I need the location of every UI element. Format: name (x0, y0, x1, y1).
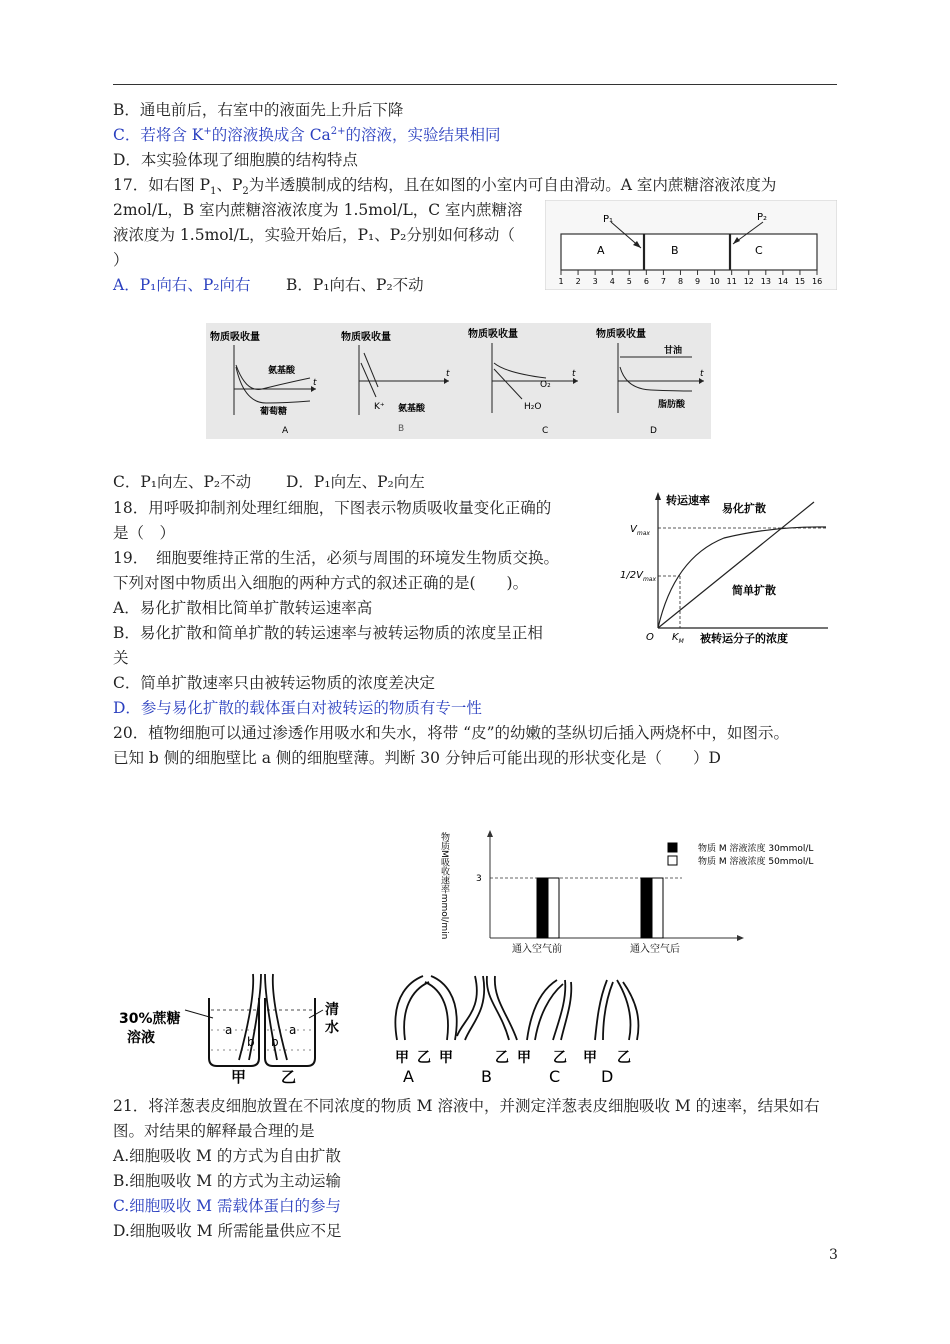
ruler-tick-label: 15 (794, 277, 806, 286)
solution-label-line2: 溶液 (127, 1030, 155, 1046)
panel-c-letter: C (542, 426, 549, 436)
q19-origin: O (646, 632, 654, 643)
svg-text:乙: 乙 (495, 1050, 509, 1066)
panel-a-letter: A (282, 426, 289, 436)
water-label-2: 水 (325, 1020, 339, 1036)
q21-category-before: 通入空气前 (512, 944, 562, 955)
chamber-diagram (545, 200, 837, 290)
page-number: 3 (829, 1247, 838, 1263)
panel-b-curve1: K⁺ (374, 402, 385, 412)
header-rule (113, 84, 837, 85)
q18-stem-line1: 18．用呼吸抑制剂处理红细胞，下图表示物质吸收量变化正确的 (113, 499, 552, 517)
bar-50mmol-before (548, 878, 559, 938)
q21-ytick-3: 3 (476, 874, 482, 884)
q17-option-a: A．P₁向右、P₂向右 (113, 276, 251, 294)
panel-c-ylabel: 物质吸收量 (468, 329, 518, 340)
q19-stem-line1: 19． 细胞要维持正常的生活，必须与周围的环境发生物质交换。 (113, 549, 559, 567)
beakers (185, 974, 323, 1066)
panel-a-curve2: 葡萄糖 (260, 407, 288, 417)
side-a-right: a (289, 1023, 297, 1037)
svg-text:乙: 乙 (417, 1050, 431, 1066)
beaker-jia-label: 甲 (231, 1068, 247, 1086)
panel-d-curve2: 脂肪酸 (658, 400, 686, 410)
q19-curve-simple: 简单扩散 (732, 584, 776, 597)
q19-stem-line2: 下列对图中物质出入细胞的两种方式的叙述正确的是( )。 (113, 574, 529, 592)
svg-text:甲: 甲 (583, 1050, 597, 1066)
q18-panel-a (210, 330, 317, 436)
ruler-tick-label: 7 (660, 277, 666, 286)
option-a-label: A (403, 1067, 414, 1086)
ruler-tick-label: 4 (609, 277, 615, 286)
panel-c-curve1: O₂ (540, 380, 551, 390)
ruler-tick-label: 6 (643, 277, 649, 286)
panel-b-letter: B (398, 424, 405, 434)
q21-bar-chart (436, 826, 866, 962)
q18-figure (206, 323, 711, 439)
q21-bars (537, 878, 663, 938)
panel-b-curve2: 氨基酸 (398, 404, 426, 414)
q21-stem-line1: 21．将洋葱表皮细胞放置在不同浓度的物质 M 溶液中，并测定洋葱表皮细胞吸收 M 的速率，结果如右 (113, 1097, 820, 1115)
solution-sucrose-label: 30%蔗糖 (119, 1011, 181, 1027)
panel-d-t: t (700, 369, 704, 379)
side-b-left: b (247, 1035, 255, 1049)
legend-swatch-30 (668, 843, 677, 852)
ruler-tick-label: 3 (592, 277, 598, 286)
q19-option-d: D．参与易化扩散的载体蛋白对被转运的物质有专一性 (113, 699, 482, 717)
panel-c-curve2: H₂O (524, 402, 542, 412)
ruler-tick-label: 16 (812, 277, 823, 286)
q18-panel-b (341, 330, 450, 434)
q21-stem-line2: 图。对结果的解释最合理的是 (113, 1122, 315, 1140)
ruler-tick-label: 13 (760, 277, 771, 286)
stem-option-b (457, 976, 517, 1040)
ruler-tick-label: 12 (743, 277, 754, 286)
q21-ylabel: 物质M吸收速率mmol/min (439, 832, 449, 940)
ruler-tick-label: 2 (575, 277, 581, 286)
q21-option-a: A.细胞吸收 M 的方式为自由扩散 (113, 1147, 341, 1165)
q17-option-d: D．P₁向左、P₂向左 (286, 473, 425, 491)
q16-option-c: C．若将含 K+的溶液换成含 $Ca^{2+}$的溶液，实验结果相同 (113, 125, 501, 144)
q18-panel-c (468, 327, 578, 436)
q21-option-b: B.细胞吸收 M 的方式为主动运输 (113, 1172, 342, 1190)
q18-stem-line2: 是（ ） (113, 524, 176, 542)
ruler-tick-label: 14 (777, 277, 789, 286)
bar-30mmol-after (641, 878, 652, 938)
q19-vmax: $V_{max}$ (630, 524, 650, 537)
bar-50mmol-after (652, 878, 663, 938)
q19-option-b-line2: 关 (113, 649, 129, 667)
q17-option-c: C．P₁向左、P₂不动 (113, 473, 252, 491)
q16-option-d: D．本实验体现了细胞膜的结构特点 (113, 151, 358, 169)
svg-text:乙: 乙 (553, 1050, 567, 1066)
chamber-b-label: B (671, 244, 679, 257)
svg-text:乙: 乙 (617, 1050, 631, 1066)
side-b-right: b (271, 1035, 279, 1049)
panel-d-curve1: 甘油 (664, 346, 683, 356)
side-a-left: a (225, 1023, 233, 1037)
legend-label-30: 物质 M 溶液浓度 30mmol/L (698, 844, 814, 854)
svg-text:甲: 甲 (439, 1050, 453, 1066)
stem-option-c (527, 980, 571, 1040)
chamber-c-label: C (755, 244, 763, 257)
p2-label: P₂ (757, 212, 768, 223)
q19-option-b-line1: B．易化扩散和简单扩散的转运速率与被转运物质的浓度呈正相 (113, 624, 543, 642)
stem-option-a (395, 976, 456, 1040)
q20-stem-line2: 已知 b 侧的细胞壁比 a 侧的细胞壁薄。判断 30 分钟后可能出现的形状变化是（ ）D (113, 749, 721, 767)
panel-a-ylabel: 物质吸收量 (210, 332, 260, 343)
q21-category-after: 通入空气后 (630, 944, 680, 955)
p1-label: P₁ (603, 214, 614, 225)
option-d-label: D (601, 1067, 614, 1086)
ruler-tick-label: 8 (677, 277, 684, 286)
panel-b-t: t (446, 369, 450, 379)
svg-text:甲: 甲 (395, 1050, 409, 1066)
q19-ylabel: 转运速率 (666, 494, 710, 507)
option-b-label: B (481, 1067, 492, 1086)
q18-panel-d (596, 327, 704, 436)
ruler-tick-label: 1 (558, 277, 564, 286)
q17-stem-line3: 液浓度为 1.5mol/L，实验开始后，P₁、P₂分别如何移动（ (113, 226, 515, 244)
q20-stem-figure (113, 970, 653, 1086)
diffusion-rate-chart (614, 488, 836, 650)
stem-option-d (595, 980, 638, 1040)
bar-30mmol-before (537, 878, 548, 938)
legend-label-50: 物质 M 溶液浓度 50mmol/L (698, 857, 814, 867)
chamber-a-label: A (597, 244, 605, 257)
panel-c-t: t (572, 369, 576, 379)
panel-d-ylabel: 物质吸收量 (596, 329, 646, 340)
q20-stem-line1: 20．植物细胞可以通过渗透作用吸水和失水，将带 “皮”的幼嫩的茎纵切后插入两烧杯中，如图示。 (113, 724, 790, 742)
q21-option-c: C.细胞吸收 M 需载体蛋白的参与 (113, 1197, 341, 1215)
ruler-tick-label: 11 (726, 277, 737, 286)
svg-text:甲: 甲 (517, 1050, 531, 1066)
panel-d-letter: D (650, 426, 657, 436)
q19-option-c: C．简单扩散速率只由被转运物质的浓度差决定 (113, 674, 435, 692)
option-c-label: C (549, 1067, 561, 1086)
ruler-tick-label: 5 (626, 277, 632, 286)
q19-xlabel: 被转运分子的浓度 (700, 632, 788, 645)
water-label-1: 清 (325, 1002, 339, 1018)
option-labels (395, 1050, 631, 1086)
beaker-yi-label: 乙 (281, 1068, 297, 1086)
q21-option-d: D.细胞吸收 M 所需能量供应不足 (113, 1222, 342, 1240)
panel-b-ylabel: 物质吸收量 (341, 332, 391, 343)
q17-option-b: B．P₁向右、P₂不动 (286, 276, 424, 294)
q19-option-a: A．易化扩散相比简单扩散转运速率高 (113, 599, 373, 617)
ruler-tick-label: 10 (709, 277, 720, 286)
q16-option-b: B．通电前后，右室中的液面先上升后下降 (113, 101, 404, 119)
legend-swatch-50 (668, 856, 677, 865)
q19-half-vmax: $1/2V_{max}$ (620, 570, 657, 583)
q19-km: $K_M$ (672, 632, 684, 645)
panel-a-curve1: 氨基酸 (268, 366, 296, 376)
ruler-tick-label: 9 (695, 277, 701, 286)
q19-curve-facilitated: 易化扩散 (722, 502, 766, 515)
panel-a-t: t (313, 378, 317, 388)
q17-stem-line4: ） (113, 251, 129, 269)
q17-stem-line1: 17．如右图 $P_1$、$P_2$为半透膜制成的结构，且在如图的小室内可自由滑动。A 室内蔗糖溶液浓度为 (113, 176, 777, 198)
q17-stem-line2: 2mol/L，B 室内蔗糖溶液浓度为 1.5mol/L，C 室内蔗糖溶 (113, 201, 523, 219)
